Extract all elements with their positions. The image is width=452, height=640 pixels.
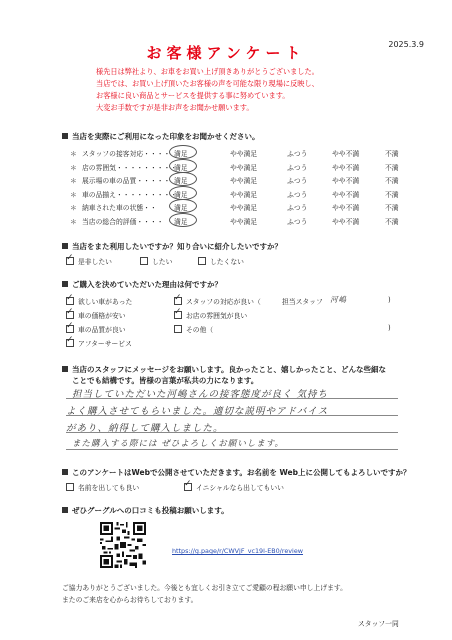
checkbox-checked-icon[interactable] (66, 297, 74, 305)
checkbox-checked-icon[interactable] (66, 325, 74, 333)
q2-option-1[interactable]: ✓是非したい (66, 256, 112, 266)
footer-line-1: ご協力ありがとうございました。今後とも宜しくお引き立てご愛顧の程お願い申し上げます。 (62, 584, 347, 592)
checkbox-icon[interactable] (140, 257, 148, 265)
rating-option[interactable]: 不満 (385, 150, 399, 158)
qr-code-icon[interactable] (100, 522, 146, 568)
selected-circle-icon (169, 213, 197, 227)
intro-line: 様先日は弊社より、お車をお買い上げ頂きありがとうございました。 (96, 67, 319, 76)
q4-title-line1: 当店のスタッフにメッセージをお願いします。良かったこと、嬉しかったこと、どんな些細な (72, 365, 386, 374)
rating-option[interactable]: 満足 (174, 150, 188, 158)
rating-option[interactable]: やや満足 (230, 163, 258, 172)
q5-option-2[interactable]: ✓ イニシャルなら出してもいい (184, 482, 284, 492)
rating-option[interactable]: 不満 (385, 177, 399, 185)
rating-option[interactable]: やや満足 (230, 217, 258, 226)
rating-option[interactable]: ふつう (287, 163, 308, 172)
asterisk-icon: ＊ (70, 150, 77, 158)
q3-title: ご購入を決めていただいた理由は何ですか？ (72, 280, 222, 289)
rating-label: 店の雰囲気・・・・・・・・・ (82, 163, 178, 172)
rating-row (70, 189, 410, 203)
section-bullet-icon (62, 469, 68, 475)
review-link[interactable]: https://g.page/r/CWVjF_vc19l-EB0/review (172, 547, 303, 555)
q1-rating-table (70, 148, 410, 229)
checkbox-checked-icon[interactable] (66, 257, 74, 265)
signature: スタッフ一同 (358, 620, 399, 628)
selected-circle-icon (169, 199, 197, 213)
checkbox-checked-icon[interactable] (66, 311, 74, 319)
rating-label: 当店の総合的評価・・・・ (82, 217, 164, 226)
rating-label: 展示場の車の品質・・・・・ (82, 177, 171, 185)
paren-close: ) (388, 296, 391, 304)
rating-row (70, 162, 410, 176)
q3-left-option-2[interactable]: ✓車の価格が安い (66, 310, 126, 320)
selected-circle-icon (169, 145, 197, 159)
rating-option[interactable]: やや満足 (230, 190, 258, 199)
footer-line-2: またのご来店を心からお待ちしております。 (62, 596, 198, 604)
checkbox-checked-icon[interactable] (174, 311, 182, 319)
message-line-1: 担当していただいた河嶋さんの接客態度が良く 気持ち (72, 389, 329, 400)
intro-text (96, 66, 319, 114)
q2-title: 当店をまた利用したいですか？知り合いに紹介したいですか？ (72, 242, 282, 251)
rating-option[interactable]: ふつう (287, 177, 308, 185)
staff-name: 河嶋 (330, 295, 347, 304)
rating-option[interactable]: ふつう (287, 190, 308, 199)
selected-circle-icon (169, 186, 197, 200)
staff-label: 担当スタッフ (282, 298, 323, 306)
rating-option[interactable]: ふつう (287, 150, 308, 158)
rating-option[interactable]: 満足 (174, 163, 188, 172)
asterisk-icon: ＊ (70, 204, 77, 212)
rating-option[interactable]: 満足 (174, 217, 188, 226)
rating-option[interactable]: ふつう (287, 217, 308, 226)
q2-option-3[interactable]: したくない (198, 256, 244, 266)
q5-title: このアンケートはWebで公開させていただきます。お名前を Web上に公開してもよろしいですか？ (72, 468, 411, 477)
rating-option[interactable]: 不満 (385, 204, 399, 212)
section-bullet-icon (62, 243, 68, 249)
checkbox-icon[interactable] (66, 483, 74, 491)
rating-option[interactable]: 満足 (174, 204, 188, 212)
rating-option[interactable]: ふつう (287, 204, 308, 212)
checkbox-checked-icon[interactable] (184, 483, 192, 491)
checkbox-checked-icon[interactable] (174, 297, 182, 305)
rating-option[interactable]: やや満足 (230, 204, 258, 212)
rating-option[interactable]: やや満足 (230, 177, 258, 185)
q5-option-1[interactable]: 名前を出しても良い (66, 482, 139, 492)
checkbox-checked-icon[interactable] (66, 339, 74, 347)
q3-right-option-1[interactable]: ✓スタッフの対応が良い（ (174, 296, 261, 306)
q1-title: 当店を実際にご利用になった印象をお聞かせください。 (72, 132, 260, 141)
rating-label: 車の品揃え・・・・・・・・・ (82, 190, 178, 199)
rating-option[interactable]: やや不満 (332, 217, 360, 226)
rating-label: 納車された車の状態・・ (82, 204, 157, 212)
q3-left-option-4[interactable]: ✓アフターサービス (66, 338, 132, 348)
rating-option[interactable]: やや不満 (332, 204, 360, 212)
message-line-2: よく購入させてもらいました。適切な説明やアドバイス (66, 406, 329, 417)
section-bullet-icon (62, 507, 68, 513)
rating-option[interactable]: 不満 (385, 163, 399, 172)
message-line-4: また購入する際には ぜひよろしくお願いします。 (72, 439, 285, 449)
q3-left-option-1[interactable]: ✓欲しい車があった (66, 296, 132, 306)
survey-title: お客様アンケート (146, 44, 306, 62)
rating-option[interactable]: やや不満 (332, 177, 360, 185)
rating-option[interactable]: やや不満 (332, 163, 360, 172)
asterisk-icon: ＊ (70, 163, 77, 172)
survey-date: 2025.3.9 (388, 40, 424, 49)
q2-heading (62, 241, 282, 252)
selected-circle-icon (169, 172, 197, 186)
intro-line: 大変お手数ですが是非お声をお聞かせ願います。 (96, 103, 254, 112)
asterisk-icon: ＊ (70, 177, 77, 185)
q3-right-option-3[interactable]: その他（ (174, 324, 213, 334)
q6-heading (62, 505, 229, 516)
q6-title: ぜひグーグルへの口コミも投稿お願いします。 (72, 506, 229, 515)
q3-heading (62, 279, 222, 290)
q3-right-option-2[interactable]: ✓お店の雰囲気が良い (174, 310, 247, 320)
q4-title-line2: ことでも結構です。皆様の言葉が私共の力になります。 (72, 376, 259, 385)
section-bullet-icon (62, 133, 68, 139)
selected-circle-icon (169, 159, 197, 173)
q3-left-option-3[interactable]: ✓車の品質が良い (66, 324, 126, 334)
rating-option[interactable]: やや不満 (332, 190, 360, 199)
rating-option[interactable]: 満足 (174, 190, 188, 199)
section-bullet-icon (62, 281, 68, 287)
intro-line: 当店では、お買い上げ頂いたお客様の声を可能な限り現場に反映し、 (96, 79, 319, 88)
rating-option[interactable]: やや不満 (332, 150, 360, 158)
checkbox-icon[interactable] (198, 257, 206, 265)
section-bullet-icon (62, 366, 68, 372)
q4-heading (62, 364, 386, 375)
q5-heading (62, 467, 410, 478)
q1-heading (62, 131, 260, 142)
checkbox-icon[interactable] (174, 325, 182, 333)
rating-option[interactable]: 不満 (385, 217, 399, 226)
q2-option-2[interactable]: したい (140, 256, 172, 266)
asterisk-icon: ＊ (70, 190, 77, 199)
rating-row (70, 175, 410, 189)
rating-row (70, 148, 410, 162)
rating-row (70, 202, 410, 216)
asterisk-icon: ＊ (70, 217, 77, 226)
rating-option[interactable]: やや満足 (230, 150, 258, 158)
rating-row (70, 216, 410, 230)
rating-label: スタッフの接客対応・・・・ (82, 150, 171, 158)
rating-option[interactable]: 不満 (385, 190, 399, 199)
paren-close: ) (388, 324, 391, 332)
rating-option[interactable]: 満足 (174, 177, 188, 185)
message-line-3: があり、納得して購入しました。 (66, 423, 224, 434)
intro-line: お客様に良い商品とサービスを提供する事に努めています。 (96, 91, 290, 100)
